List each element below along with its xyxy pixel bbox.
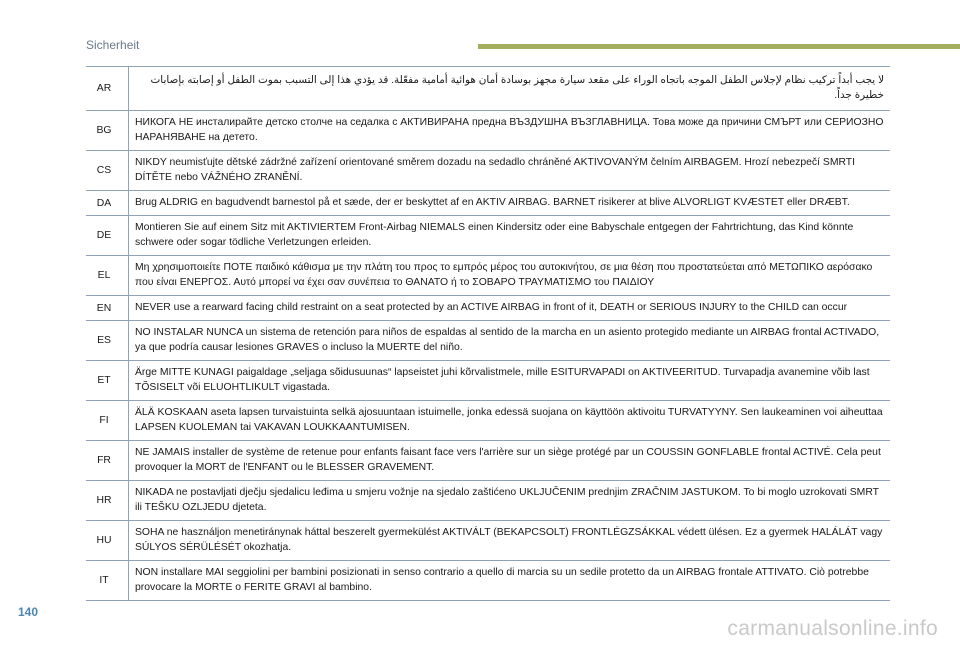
language-code: FR [86,441,129,481]
warning-text: Montieren Sie auf einem Sitz mit AKTIVIERTEM Front-Airbag NIEMALS einen Kindersitz oder eine Babyschale entgegen der Fahrtrichtung, das Kind könnte schwere oder sogar tödliche Verletzungen erleiden. [129,216,891,256]
warning-row-et [86,361,890,401]
language-code: EL [86,256,129,296]
warning-row-da [86,191,890,216]
language-code: FI [86,401,129,441]
airbag-warning-table [86,66,890,601]
warning-row-en [86,296,890,321]
warning-row-hr [86,481,890,521]
warning-row-el [86,256,890,296]
section-title: Sicherheit [86,38,140,52]
section-header-bar [478,44,960,49]
page-number: 140 [18,605,39,619]
warning-text: NIKADA ne postavljati dječju sjedalicu leđima u smjeru vožnje na sjedalo zaštićeno UKLJUČENIM prednjim ZRAČNIM JASTUKOM. To bi moglo uzrokovati SMRT ili TEŠKU OZLJEDU djeteta. [129,481,891,521]
warning-text: Brug ALDRIG en bagudvendt barnestol på et sæde, der er beskyttet af en AKTIV AIRBAG. BARNET risikerer at blive ALVORLIGT KVÆSTET eller DRÆBT. [129,191,891,216]
watermark-text: carmanualsonline.info [727,617,938,640]
warning-text: Ärge MITTE KUNAGI paigaldage „seljaga sõidusuunas“ lapseistet juhi kõrvalistmele, mille ESITURVAPADI on AKTIVEERITUD. Turvapadja avanemine võib last TÕSISELT või ELUOHTLIKULT vigastada. [129,361,891,401]
warning-row-es [86,321,890,361]
warning-row-bg [86,111,890,151]
warning-text: Μη χρησιμοποιείτε ΠΟΤΕ παιδικό κάθισμα με την πλάτη του προς το εμπρός μέρος του αυτοκινήτου, σε μια θέση που προστατεύεται από ΜΕΤΩΠΙΚΟ αερόσακο που είναι ΕΝΕΡΓΟΣ. Αυτό μπορεί να έχει σαν συνέπεια το ΘΑΝΑΤΟ ή το ΣΟΒΑΡΟ ΤΡΑΥΜΑΤΙΣΜΟ του ΠΑΙΔΙΟΥ [129,256,891,296]
language-code: DE [86,216,129,256]
warning-row-fr [86,441,890,481]
language-code: ET [86,361,129,401]
warning-row-cs [86,151,890,191]
language-code: CS [86,151,129,191]
warning-text: НИКОГА НЕ инсталирайте детско столче на седалка с АКТИВИРАНА предна ВЪЗДУШНА ВЪЗГЛАВНИЦА. Това може да причини СМЪРТ или СЕРИОЗНО НАРАНЯВАНЕ на детето. [129,111,891,151]
language-code: HR [86,481,129,521]
warning-text: ÄLÄ KOSKAAN aseta lapsen turvaistuinta selkä ajosuuntaan istuimelle, jonka edessä suojana on käyttöön aktivoitu TURVATYYNY. Sen laukeaminen voi aiheuttaa LAPSEN KUOLEMAN tai VAKAVAN LOUKKAANTUMISEN. [129,401,891,441]
warning-row-de [86,216,890,256]
language-code: EN [86,296,129,321]
warning-row-it [86,561,890,601]
warning-text: NE JAMAIS installer de système de retenue pour enfants faisant face vers l'arrière sur un siège protégé par un COUSSIN GONFLABLE frontal ACTIVÉ. Cela peut provoquer la MORT de l'ENFANT ou le BLESSER GRAVEMENT. [129,441,891,481]
language-code: IT [86,561,129,601]
warning-text: NIKDY neumisťujte dětské zádržné zařízení orientované směrem dozadu na sedadlo chráněné AKTIVOVANÝM čelním AIRBAGEM. Hrozí nebezpečí SMRTI DÍTĚTE nebo VÁŽNÉHO ZRANĚNÍ. [129,151,891,191]
language-code: DA [86,191,129,216]
warning-row-fi [86,401,890,441]
language-code: HU [86,521,129,561]
warning-text: NO INSTALAR NUNCA un sistema de retención para niños de espaldas al sentido de la marcha en un asiento protegido mediante un AIRBAG frontal ACTIVADO, ya que podría causar lesiones GRAVES o incluso la MUERTE del niño. [129,321,891,361]
language-code: AR [86,67,129,111]
warning-row-ar [86,67,890,111]
language-code: BG [86,111,129,151]
warning-row-hu [86,521,890,561]
warning-text: NON installare MAI seggiolini per bambini posizionati in senso contrario a quello di marcia su un sedile protetto da un AIRBAG frontale ATTIVATO. Ciò potrebbe provocare la MORTE o FERITE GRAVI al bambino. [129,561,891,601]
warning-text: SOHA ne használjon menetiránynak háttal beszerelt gyermekülést AKTIVÁLT (BEKAPCSOLT) FRONTLÉGZSÁKKAL védett ülésen. Ez a gyermek HALÁLÁT vagy SÚLYOS SÉRÜLÉSÉT okozhatja. [129,521,891,561]
warning-text: NEVER use a rearward facing child restraint on a seat protected by an ACTIVE AIRBAG in front of it, DEATH or SERIOUS INJURY to the CHILD can occur [129,296,891,321]
language-code: ES [86,321,129,361]
warning-text: لا يجب أبداً تركيب نظام لإجلاس الطفل الموجه باتجاه الوراء على مقعد سيارة مجهز بوسادة أمان هوائية أمامية مفعّلة. قد يؤدي هذا إلى التسبب بموت الطفل أو إصابته بإصابات خطيرة جداً. [129,67,891,111]
